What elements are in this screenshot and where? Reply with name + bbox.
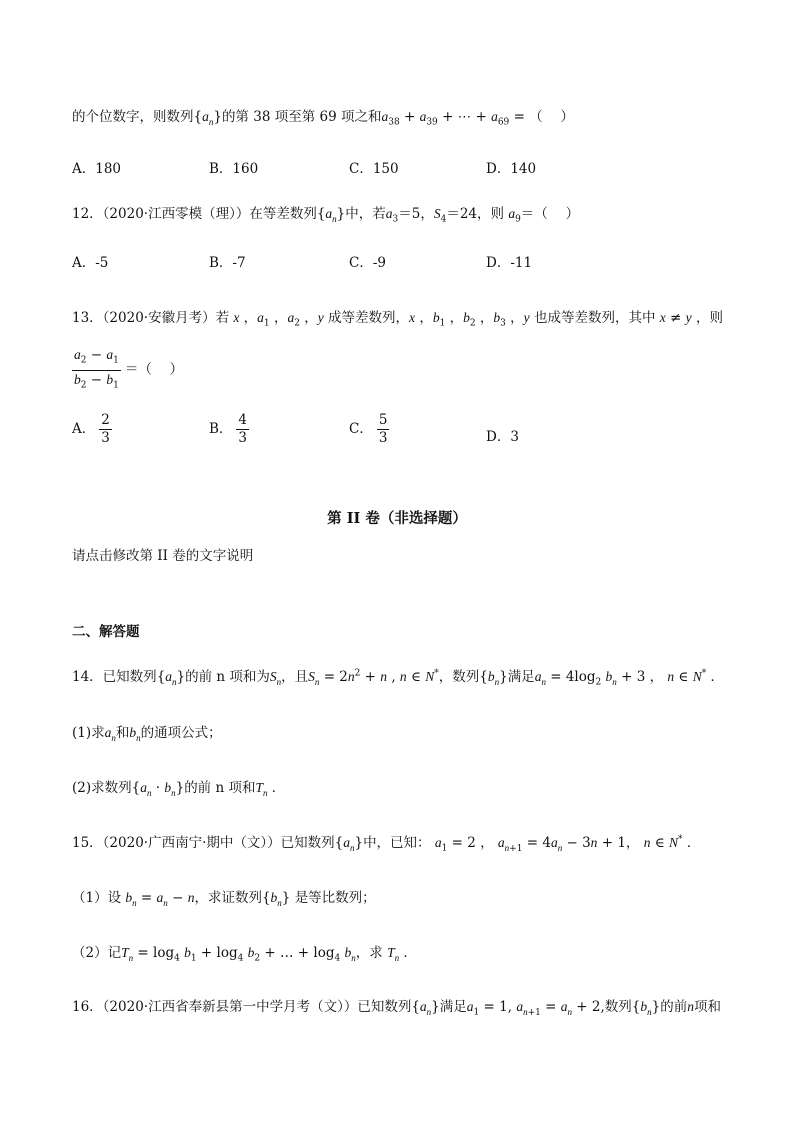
part-title: 二、解答题 (72, 624, 140, 640)
q12-option-a[interactable]: A．-5 (72, 255, 109, 271)
q13-option-a[interactable]: A． $\frac{2}{3}$ (72, 412, 110, 446)
q13-option-b[interactable]: B． $\frac{4}{3}$ (209, 412, 248, 446)
q13-expression: $\frac{a_2 - a_1}{b_2 - b_1}$ ＝（ ） (72, 346, 183, 394)
q13-option-d[interactable]: D．3 (486, 429, 519, 445)
q14-stem: 14．已知数列$\{a_n\}$的前 n 项和为$S_n$，且$S_n = 2n^2 + n$ , n ∈ N*，数列$\{b_n\}$满足$a_n = 4\log_2$ $b_n + 3$ ， n ∈ N* ． (72, 668, 725, 688)
q11-option-d[interactable]: D．140 (486, 161, 537, 177)
q14-part-2: (2)求数列$\{a_n \cdot b_n\}$的前 n 项和$T_n$ ． (72, 780, 286, 798)
q15-part-1: （1）设 $b_n = a_n - n$，求证数列$\{b_n\}$ 是等比数列； (72, 890, 376, 908)
q12-option-b[interactable]: B．-7 (209, 255, 246, 271)
q11-option-b[interactable]: B．160 (209, 161, 259, 177)
q11-option-a[interactable]: A．180 (72, 161, 122, 177)
q11-stem: 的个位数字，则数列$\{a_n\}$的第 38 项至第 69 项之和$a_{38} + a_{39}$ + ⋯ + $a_{69}$ = （ ） (72, 109, 574, 128)
q13-option-c[interactable]: C． $\frac{5}{3}$ (349, 412, 388, 446)
q16-stem: 16．（2020·江西省奉新县第一中学月考（文））已知数列$\{a_n\}$满足$a_1 = 1$, $a_{n+1} = a_n + 2$,数列$\{b_n\}$的前n项和 (72, 999, 721, 1018)
q13-stem: 13．（2020·安徽月考）若 x ，$a_1$ ，$a_2$ ，y 成等差数列，x ，$b_1$ ，$b_2$ ，$b_3$ ，y 也成等差数列，其中 x ≠ y ，则 (72, 310, 723, 329)
q12-option-d[interactable]: D．-11 (486, 255, 533, 271)
q15-part-2: （2）记$T_n = \log_4 b_1 + \log_4 b_2$ + … + $\log_4 b_n$，求 $T_n$ ． (72, 945, 417, 964)
q11-option-c[interactable]: C．150 (349, 161, 399, 177)
q13-fraction: $\frac{a_2 - a_1}{b_2 - b_1}$ (74, 347, 119, 391)
q12-stem: 12．（2020·江西零模（理））在等差数列$\{a_n\}$中，若$a_3=5$，$S_4=24$，则 $a_9=$（ ） (72, 206, 580, 225)
q12-option-c[interactable]: C．-9 (349, 255, 386, 271)
q14-part-1: (1)求$a_n$和$b_n$的通项公式； (72, 725, 222, 743)
section-note[interactable]: 请点击修改第 II 卷的文字说明 (72, 548, 254, 564)
q15-stem: 15．（2020·广西南宁·期中（文））已知数列$\{a_n\}$中，已知： $a_1 = 2$ ， $a_{n+1} = 4a_n - 3n + 1$， n ∈ N* ． (72, 834, 701, 854)
section-title: 第 II 卷（非选择题） (327, 510, 467, 527)
